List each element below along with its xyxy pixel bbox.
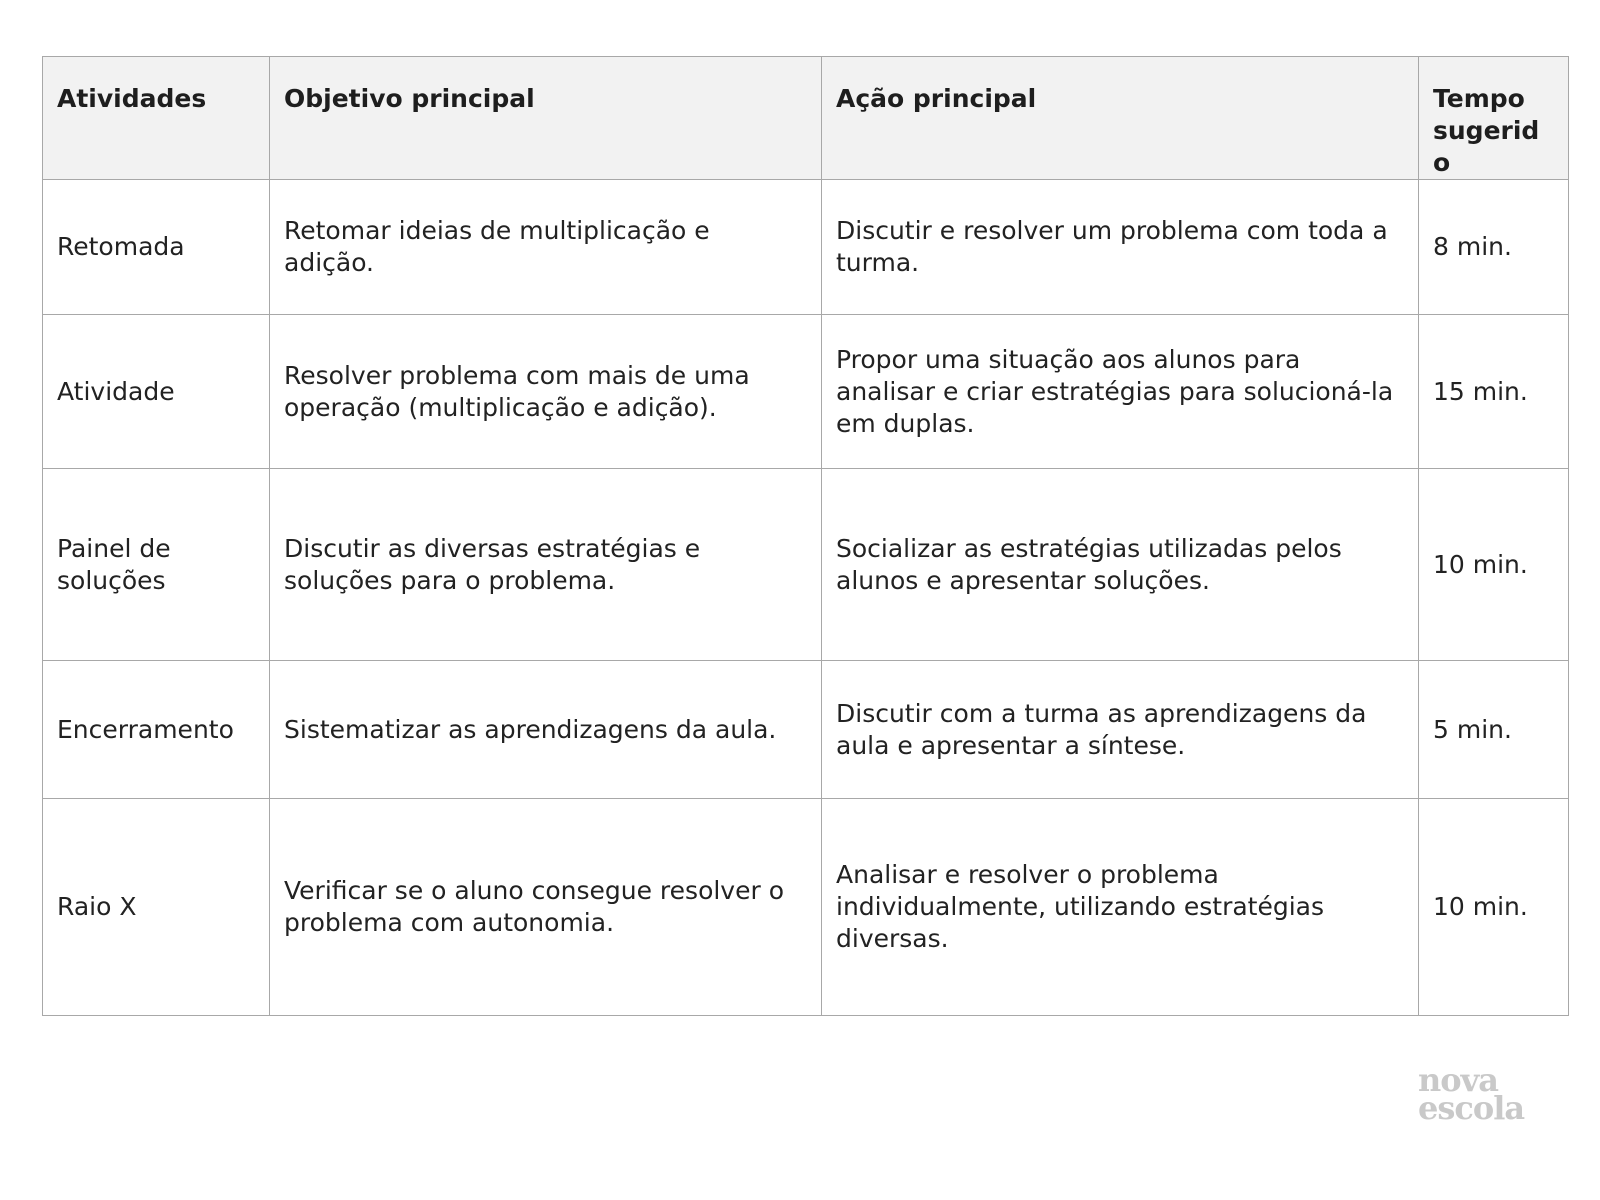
- table-row: [43, 469, 1569, 661]
- cell-tempo: 5 min.: [1419, 661, 1569, 799]
- cell-atividade: Atividade: [43, 315, 270, 469]
- cell-acao: Socializar as estratégias utilizadas pelos alunos e apresentar soluções.: [822, 469, 1419, 661]
- cell-tempo: 10 min.: [1419, 799, 1569, 1016]
- logo-line-nova: nova: [1418, 1061, 1498, 1099]
- cell-objetivo: Resolver problema com mais de uma operação (multiplicação e adição).: [270, 315, 822, 469]
- cell-acao: Discutir com a turma as aprendizagens da aula e apresentar a síntese.: [822, 661, 1419, 799]
- cell-tempo: 8 min.: [1419, 180, 1569, 315]
- table-row: [43, 180, 1569, 315]
- lesson-plan-table: [42, 56, 1569, 1016]
- cell-tempo: 10 min.: [1419, 469, 1569, 661]
- table-header-row: [43, 57, 1569, 180]
- header-acao-principal: Ação principal: [822, 57, 1419, 180]
- cell-atividade: Encerramento: [43, 661, 270, 799]
- cell-objetivo: Discutir as diversas estratégias e soluções para o problema.: [270, 469, 822, 661]
- cell-atividade: Retomada: [43, 180, 270, 315]
- cell-atividade: Raio X: [43, 799, 270, 1016]
- header-tempo-sugerido: Tempo sugerido: [1419, 57, 1569, 180]
- cell-tempo: 15 min.: [1419, 315, 1569, 469]
- cell-objetivo: Verificar se o aluno consegue resolver o problema com autonomia.: [270, 799, 822, 1016]
- cell-acao: Discutir e resolver um problema com toda a turma.: [822, 180, 1419, 315]
- nova-escola-logo: [1418, 1061, 1538, 1127]
- cell-acao: Analisar e resolver o problema individualmente, utilizando estratégias diversas.: [822, 799, 1419, 1016]
- cell-objetivo: Retomar ideias de multiplicação e adição.: [270, 180, 822, 315]
- table-row: [43, 315, 1569, 469]
- header-objetivo-principal: Objetivo principal: [270, 57, 822, 180]
- cell-atividade: Painel de soluções: [43, 469, 270, 661]
- cell-acao: Propor uma situação aos alunos para analisar e criar estratégias para solucioná-la em duplas.: [822, 315, 1419, 469]
- table-row: [43, 661, 1569, 799]
- header-atividades: Atividades: [43, 57, 270, 180]
- table-row: [43, 799, 1569, 1016]
- logo-line-escola: escola: [1418, 1089, 1525, 1127]
- cell-objetivo: Sistematizar as aprendizagens da aula.: [270, 661, 822, 799]
